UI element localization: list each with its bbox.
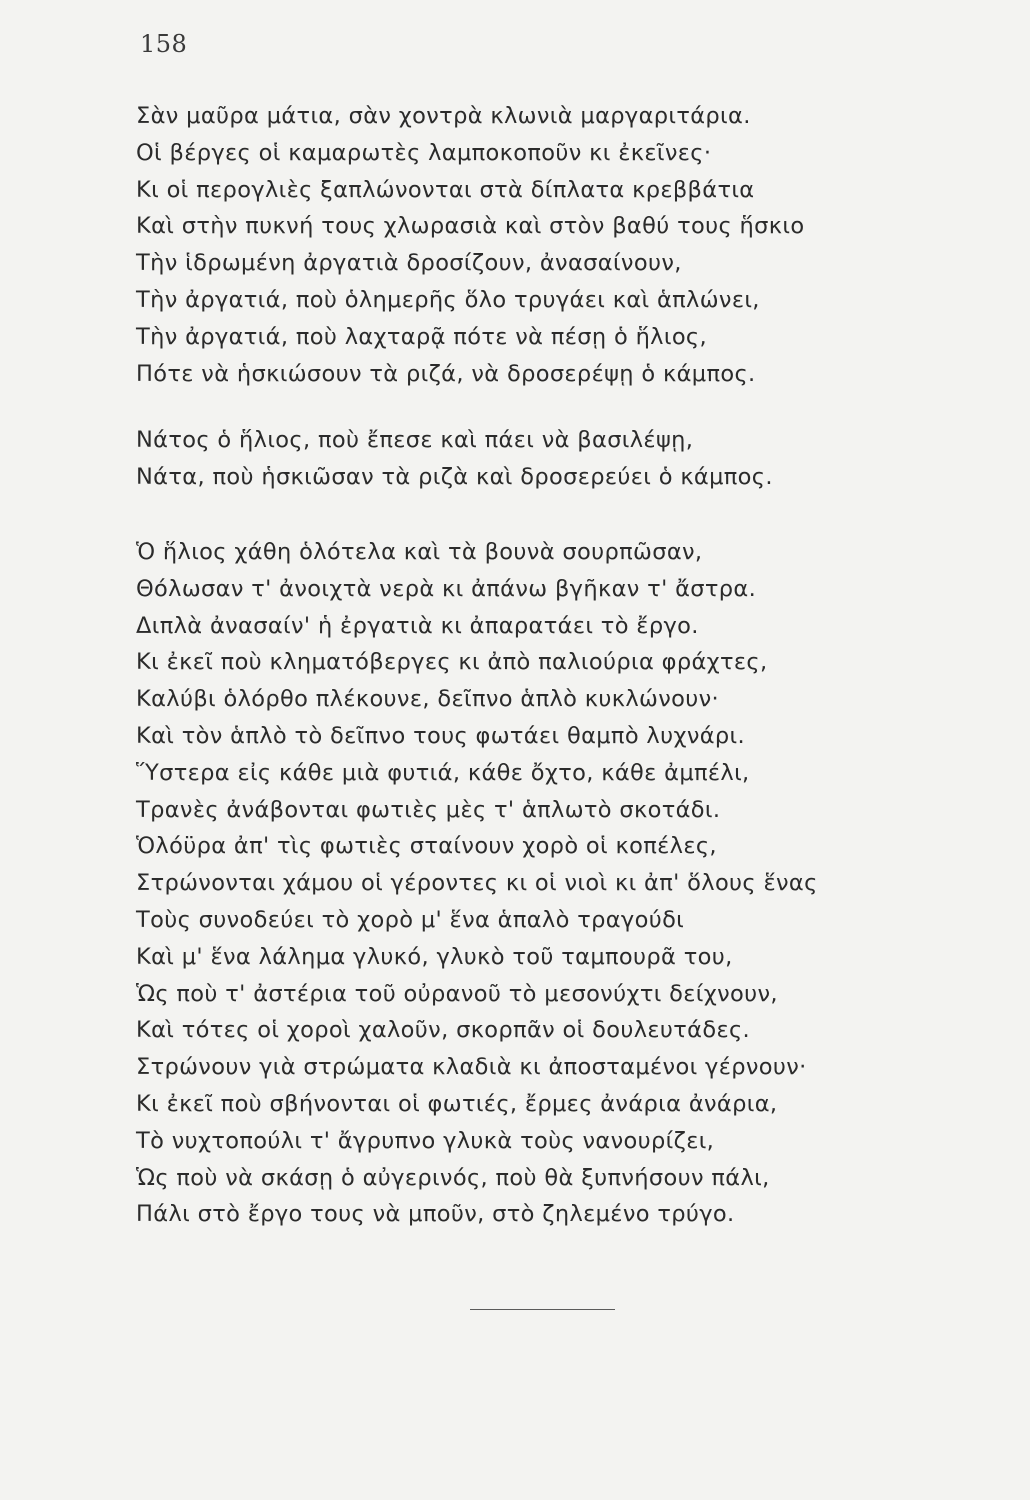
poem-line: Οἱ βέργες οἱ καμαρωτὲς λαμποκοποῦν κι ἐκεῖνες· bbox=[136, 139, 712, 166]
poem-line: Τὴν ἀργατιά, ποὺ ὁλημερῆς ὅλο τρυγάει καὶ ἁπλώνει, bbox=[136, 286, 760, 313]
poem-line: Ὡς ποὺ τ' ἀστέρια τοῦ οὐρανοῦ τὸ μεσονύχτι δείχνουν, bbox=[136, 980, 778, 1007]
poem-line: Νάτα, ποὺ ἡσκιῶσαν τὰ ριζὰ καὶ δροσερεύει ὁ κάμπος. bbox=[136, 463, 773, 490]
poem-line: Ὕστερα εἰς κάθε μιὰ φυτιά, κάθε ὄχτο, κάθε ἀμπέλι, bbox=[136, 759, 750, 786]
poem-line: Καὶ τότες οἱ χοροὶ χαλοῦν, σκορπᾶν οἱ δουλευτάδες. bbox=[136, 1017, 751, 1044]
section-divider bbox=[470, 1309, 615, 1310]
poem-line: Ὁλόϋρα ἀπ' τὶς φωτιὲς σταίνουν χορὸ οἱ κοπέλες, bbox=[136, 833, 717, 860]
poem-line: Στρώνουν γιὰ στρώματα κλαδιὰ κι ἀποσταμένοι γέρνουν· bbox=[136, 1054, 807, 1081]
poem-line: Καὶ στὴν πυκνή τους χλωρασιὰ καὶ στὸν βαθύ τους ἥσκιο bbox=[136, 213, 805, 240]
poem-line: Πότε νὰ ἡσκιώσουν τὰ ριζά, νὰ δροσερέψῃ ὁ κάμπος. bbox=[136, 360, 756, 387]
poem-line: Τὴν ἀργατιά, ποὺ λαχταρᾷ πότε νὰ πέσῃ ὁ ἥλιος, bbox=[136, 323, 707, 350]
poem-line: Τὸ νυχτοπούλι τ' ἄγρυπνο γλυκὰ τοὺς νανουρίζει, bbox=[136, 1127, 715, 1154]
poem-line: Θόλωσαν τ' ἀνοιχτὰ νερὰ κι ἀπάνω βγῆκαν τ' ἄστρα. bbox=[136, 575, 757, 602]
poem-line: Νάτος ὁ ἥλιος, ποὺ ἔπεσε καὶ πάει νὰ βασιλέψῃ, bbox=[136, 427, 694, 453]
poem-line: Ὁ ἥλιος χάθη ὁλότελα καὶ τὰ βουνὰ σουρπῶσαν, bbox=[136, 539, 703, 565]
poem-line: Τὴν ἱδρωμένη ἀργατιὰ δροσίζουν, ἀνασαίνουν, bbox=[136, 250, 682, 277]
poem-line: Πάλι στὸ ἔργο τους νὰ μποῦν, στὸ ζηλεμένο τρύγο. bbox=[136, 1201, 735, 1228]
poem-line: Καὶ τὸν ἁπλὸ τὸ δεῖπνο τους φωτάει θαμπὸ λυχνάρι. bbox=[136, 722, 746, 749]
poem-line: Καλύβι ὁλόρθο πλέκουνε, δεῖπνο ἁπλὸ κυκλώνουν· bbox=[136, 686, 720, 713]
poem-line: Ὡς ποὺ νὰ σκάσῃ ὁ αὐγερινός, ποὺ θὰ ξυπνήσουν πάλι, bbox=[136, 1164, 770, 1191]
poem-line: Κι οἱ περογλιὲς ξαπλώνονται στὰ δίπλατα κρεββάτια bbox=[136, 176, 755, 203]
stanza-1 bbox=[136, 98, 804, 392]
poem-line: Κι ἐκεῖ ποὺ σβήνονται οἱ φωτιές, ἔρμες ἀνάρια ἀνάρια, bbox=[136, 1090, 778, 1117]
poem-line: Καὶ μ' ἕνα λάλημα γλυκό, γλυκὸ τοῦ ταμπουρᾶ του, bbox=[136, 943, 733, 970]
stanza-2 bbox=[136, 422, 773, 496]
poem-line: Διπλὰ ἀνασαίν' ἡ ἐργατιὰ κι ἀπαρατάει τὸ ἔργο. bbox=[136, 612, 699, 639]
poem-line: Τοὺς συνοδεύει τὸ χορὸ μ' ἕνα ἁπαλὸ τραγούδι bbox=[136, 906, 685, 933]
poem-line: Τρανὲς ἀνάβονται φωτιὲς μὲς τ' ἁπλωτὸ σκοτάδι. bbox=[136, 796, 721, 823]
page-number: 158 bbox=[140, 30, 188, 58]
stanza-3 bbox=[136, 534, 818, 1233]
poem-line: Κι ἐκεῖ ποὺ κληματόβεργες κι ἀπὸ παλιούρια φράχτες, bbox=[136, 649, 768, 676]
poem-line: Σὰν μαῦρα μάτια, σὰν χοντρὰ κλωνιὰ μαργαριτάρια. bbox=[136, 103, 751, 129]
poem-line: Στρώνονται χάμου οἱ γέροντες κι οἱ νιοὶ κι ἀπ' ὅλους ἕνας bbox=[136, 870, 818, 897]
